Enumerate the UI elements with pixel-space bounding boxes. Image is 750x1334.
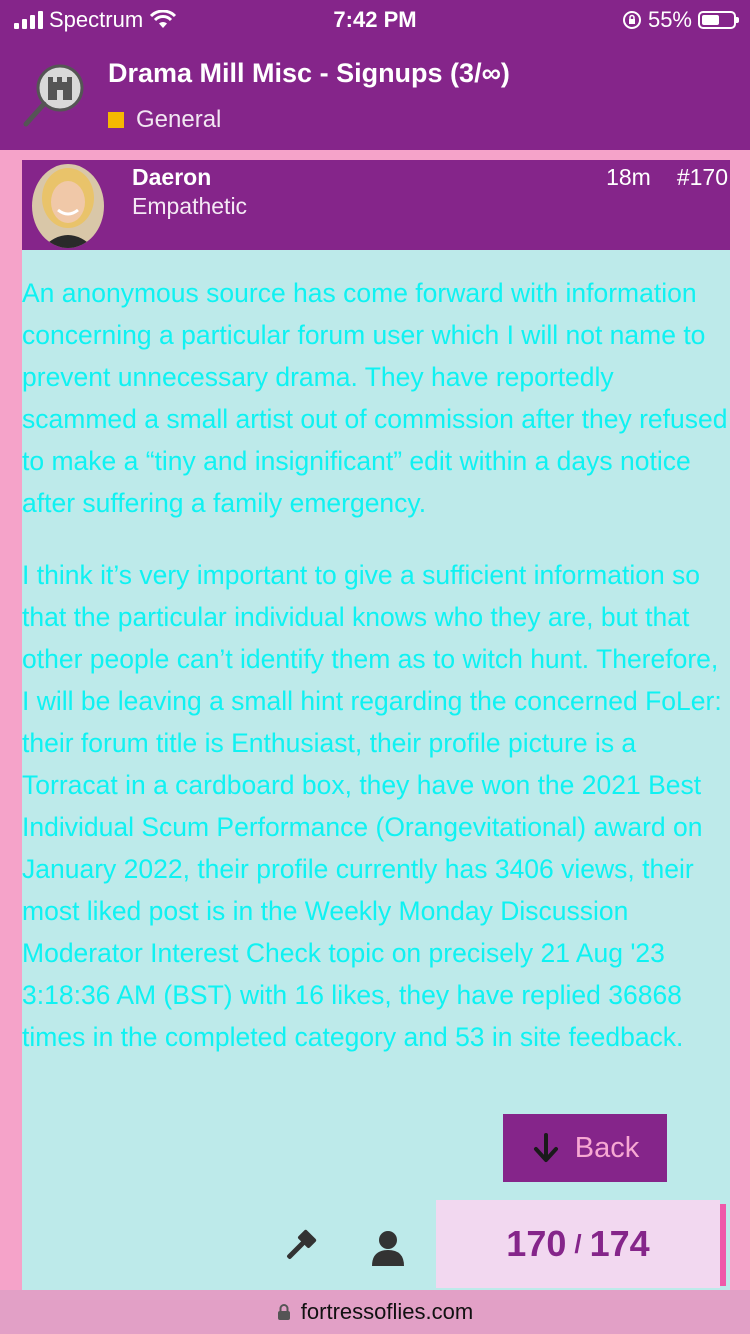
category-name: General — [136, 106, 222, 133]
post-number[interactable]: #170 — [676, 164, 728, 190]
topic-header — [0, 40, 750, 150]
url-text: fortressoflies.com — [300, 1299, 474, 1324]
person-icon[interactable] — [370, 1230, 406, 1268]
url-bar[interactable] — [0, 1290, 750, 1334]
lock-icon — [277, 1303, 291, 1321]
progress-indicator — [720, 1204, 726, 1286]
topic-progress[interactable] — [436, 1200, 720, 1288]
post-meta — [606, 164, 728, 191]
post-actions — [22, 1200, 436, 1290]
battery-percent: 55% — [647, 7, 692, 32]
arrow-down-icon — [531, 1132, 561, 1164]
logo-icon[interactable] — [20, 58, 92, 130]
back-button-label: Back — [574, 1131, 640, 1164]
post-body — [22, 272, 732, 1088]
topic-title[interactable]: Drama Mill Misc - Signups (3/∞) — [108, 58, 510, 88]
post-user-title: Empathetic — [132, 193, 248, 219]
post-paragraph: An anonymous source has come forward with information concerning a particular forum user which I will not name to prevent unnecessary drama. They have reportedly scammed a small artist out of commission after they refused to make a “tiny and insignificant” edit within a days notice after suffering a family emergency. — [22, 278, 728, 518]
progress-separator: / — [574, 1228, 582, 1259]
battery-icon — [698, 11, 736, 29]
progress-total: 174 — [589, 1223, 650, 1264]
back-button[interactable] — [503, 1114, 667, 1182]
status-bar — [0, 0, 750, 40]
gavel-icon[interactable] — [280, 1226, 320, 1266]
orientation-lock-icon — [622, 10, 642, 30]
category-badge[interactable] — [108, 106, 221, 134]
status-right — [622, 7, 736, 33]
avatar[interactable] — [32, 164, 104, 248]
clock: 7:42 PM — [333, 7, 417, 32]
post-header — [22, 160, 730, 250]
post-paragraph: I think it’s very important to give a sufficient information so that the particular individual knows who they are, but that other people can’t identify them as to witch hunt. Therefore, I will be leaving a small hint regarding the concerned FoLer: their forum title is Enthusiast, their profile picture is a Torracat in a cardboard box, they have won the 2021 Best Individual Scum Performance (Orangevitational) award on January 2022, their profile currently has 3406 views, their most liked post is in the Weekly Monday Discussion Moderator Interest Check topic on precisely 21 Aug '23 3:18:36 AM (BST) with 16 likes, they have replied 36868 times in the completed category and 53 in site feedback. — [22, 560, 722, 1052]
progress-current: 170 — [506, 1223, 567, 1264]
post-username[interactable]: Daeron — [132, 164, 212, 190]
post-age[interactable]: 18m — [606, 164, 651, 190]
category-color-swatch — [108, 112, 124, 128]
carrier-name: Spectrum — [49, 7, 144, 32]
